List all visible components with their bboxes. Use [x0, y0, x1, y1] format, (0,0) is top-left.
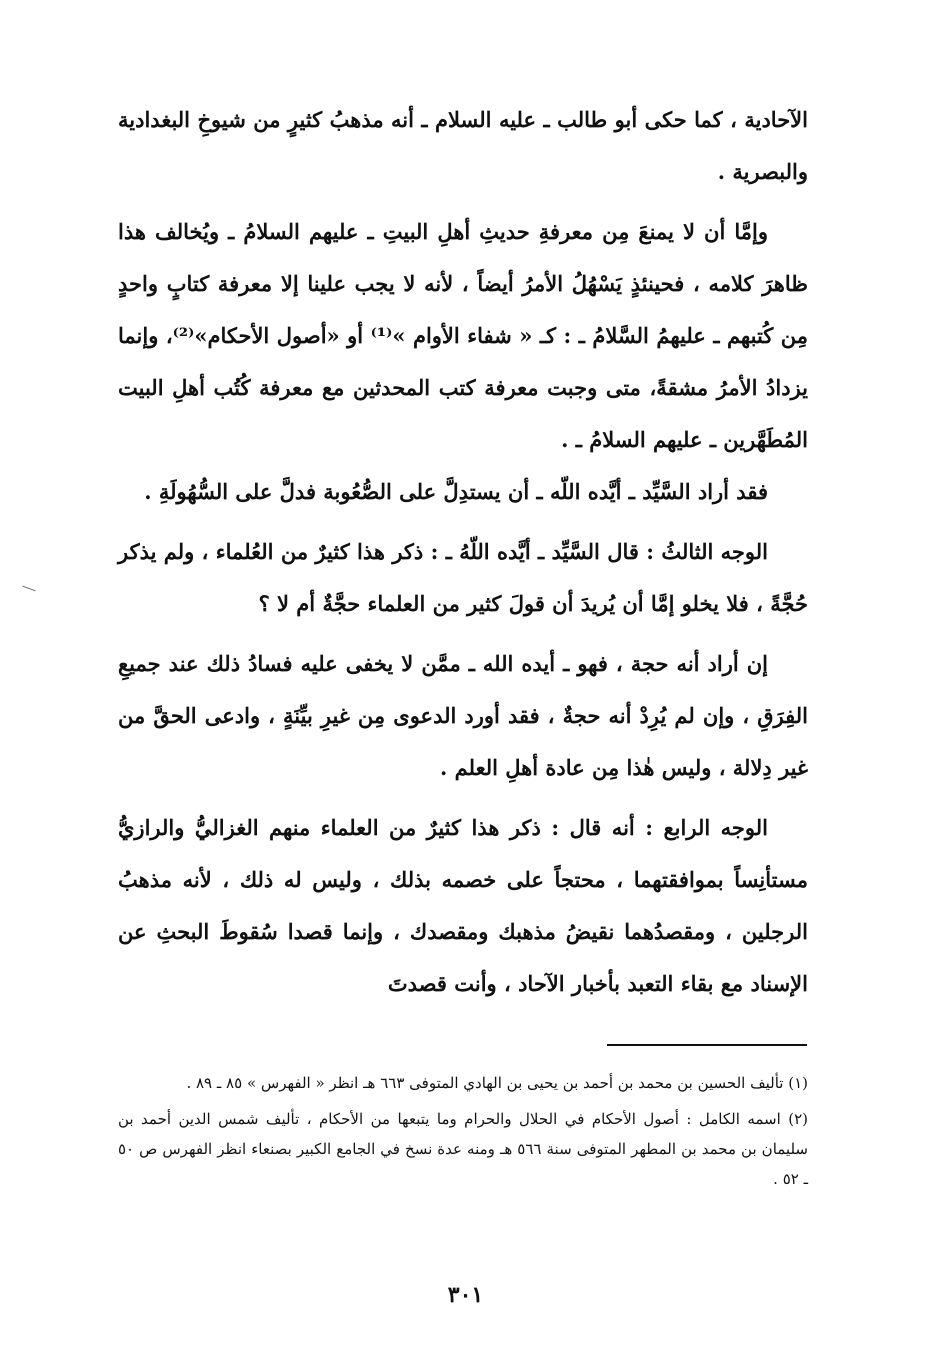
paragraph: [118, 526, 808, 630]
main-text: [118, 94, 808, 1010]
footnote-separator: [607, 1044, 807, 1046]
paragraph-text: فقد أراد السَّيِّد ـ أيَّده اللّه ـ أن يستدِلَّ على الصُّعُوبة فدلَّ على السُّهُولَةِ .: [144, 479, 768, 504]
paragraph-lead: الوجه الرابع: [663, 815, 768, 840]
footnote: (١) تأليف الحسين بن محمد بن أحمد بن يحيى بن الهادي المتوفى ٦٦٣ هـ انظر « الفهرس » ٨٥ ـ ٨٩ .: [186, 1074, 808, 1092]
paragraph: [118, 94, 808, 198]
paragraph-text: وإمَّا أن لا يمنعَ مِن معرفةِ حديثِ أهلِ البيتِ ـ عليهم السلامُ ـ ويُخالف هذا ظاهرَ كلامه ، فحينئذٍ يَسْهُلُ الأمرُ أيضاً ، لأنه لا يجب علينا إلا معرفة كتابٍ واحدٍ مِن كُتبهم ـ عليهمُ السَّلامُ ـ : كـ « شفاء الأوام »⁽¹⁾ أو «أصول الأحكام»⁽²⁾، وإنما يزدادُ الأمرُ مشقةً، متى وجبت معرفة كتب المحدثين مع معرفة كُتُب أهلِ البيت المُطَهَّرين ـ عليهم السلامُ ـ .: [118, 219, 809, 452]
footnotes: [118, 1068, 808, 1200]
page-number: ٣٠١: [447, 1282, 484, 1308]
paragraph-text: إن أراد أنه حجة ، فهو ـ أيده الله ـ ممَّن لا يخفى عليه فسادُ ذلك عند جميعِ الفِرَقِ ، وإن لم يُرِدْ أنه حجةٌ ، فقد أورد الدعوى مِن غيرِ بيِّنَةٍ ، وادعى الحقَّ من غير دِلالة ، وليس هٰذا مِن عادة أهلِ العلم .: [118, 651, 808, 780]
scan-speck: [22, 586, 35, 592]
paragraph: [118, 802, 808, 1010]
paragraph-text: : قال السَّيِّد ـ أيَّده اللّهُ ـ : ذكر هذا كثيرٌ من العُلماء ، ولم يذكر حُجَّةً ، فلا يخلو إمَّا أن يُريدَ أن قولَ كثير من العلماء حجَّةٌ أم لا ؟: [118, 539, 808, 616]
paragraph: [118, 638, 808, 794]
paragraph-text: : أنه قال : ذكر هذا كثيرٌ من العلماء منهم الغزاليُّ والرازيُّ مستأنِساً بموافقتهما ، محتجاً على خصمه بذلك ، وليس له ذلك ، لأنه مذهبُ الرجلين ، ومقصدُهما نقيضُ مذهبك ومقصدك ، وإنما قصدا سُقوطَ البحثِ عن الإسناد مع بقاء التعبد بأخبار الآحاد ، وأنت قصدتَ: [118, 815, 808, 996]
paragraph: [118, 466, 808, 518]
paragraph-text: الآحادية ، كما حكى أبو طالب ـ عليه السلام ـ أنه مذهبُ كثيرٍ من شيوخِ البغدادية والبصرية .: [118, 107, 808, 184]
footnote: (٢) اسمه الكامل : أصول الأحكام في الحلال والحرام وما يتبعها من الأحكام ، تأليف شمس الدين أحمد بن سليمان بن محمد بن المطهر المتوفى سنة ٥٦٦ هـ ومنه عدة نسخ في الجامع الكبير بصنعاء انظر الفهرس ص ٥٠ ـ ٥٢ .: [118, 1110, 808, 1188]
paragraph-lead: الوجه الثالثُ: [661, 539, 768, 564]
paragraph: [118, 206, 808, 466]
